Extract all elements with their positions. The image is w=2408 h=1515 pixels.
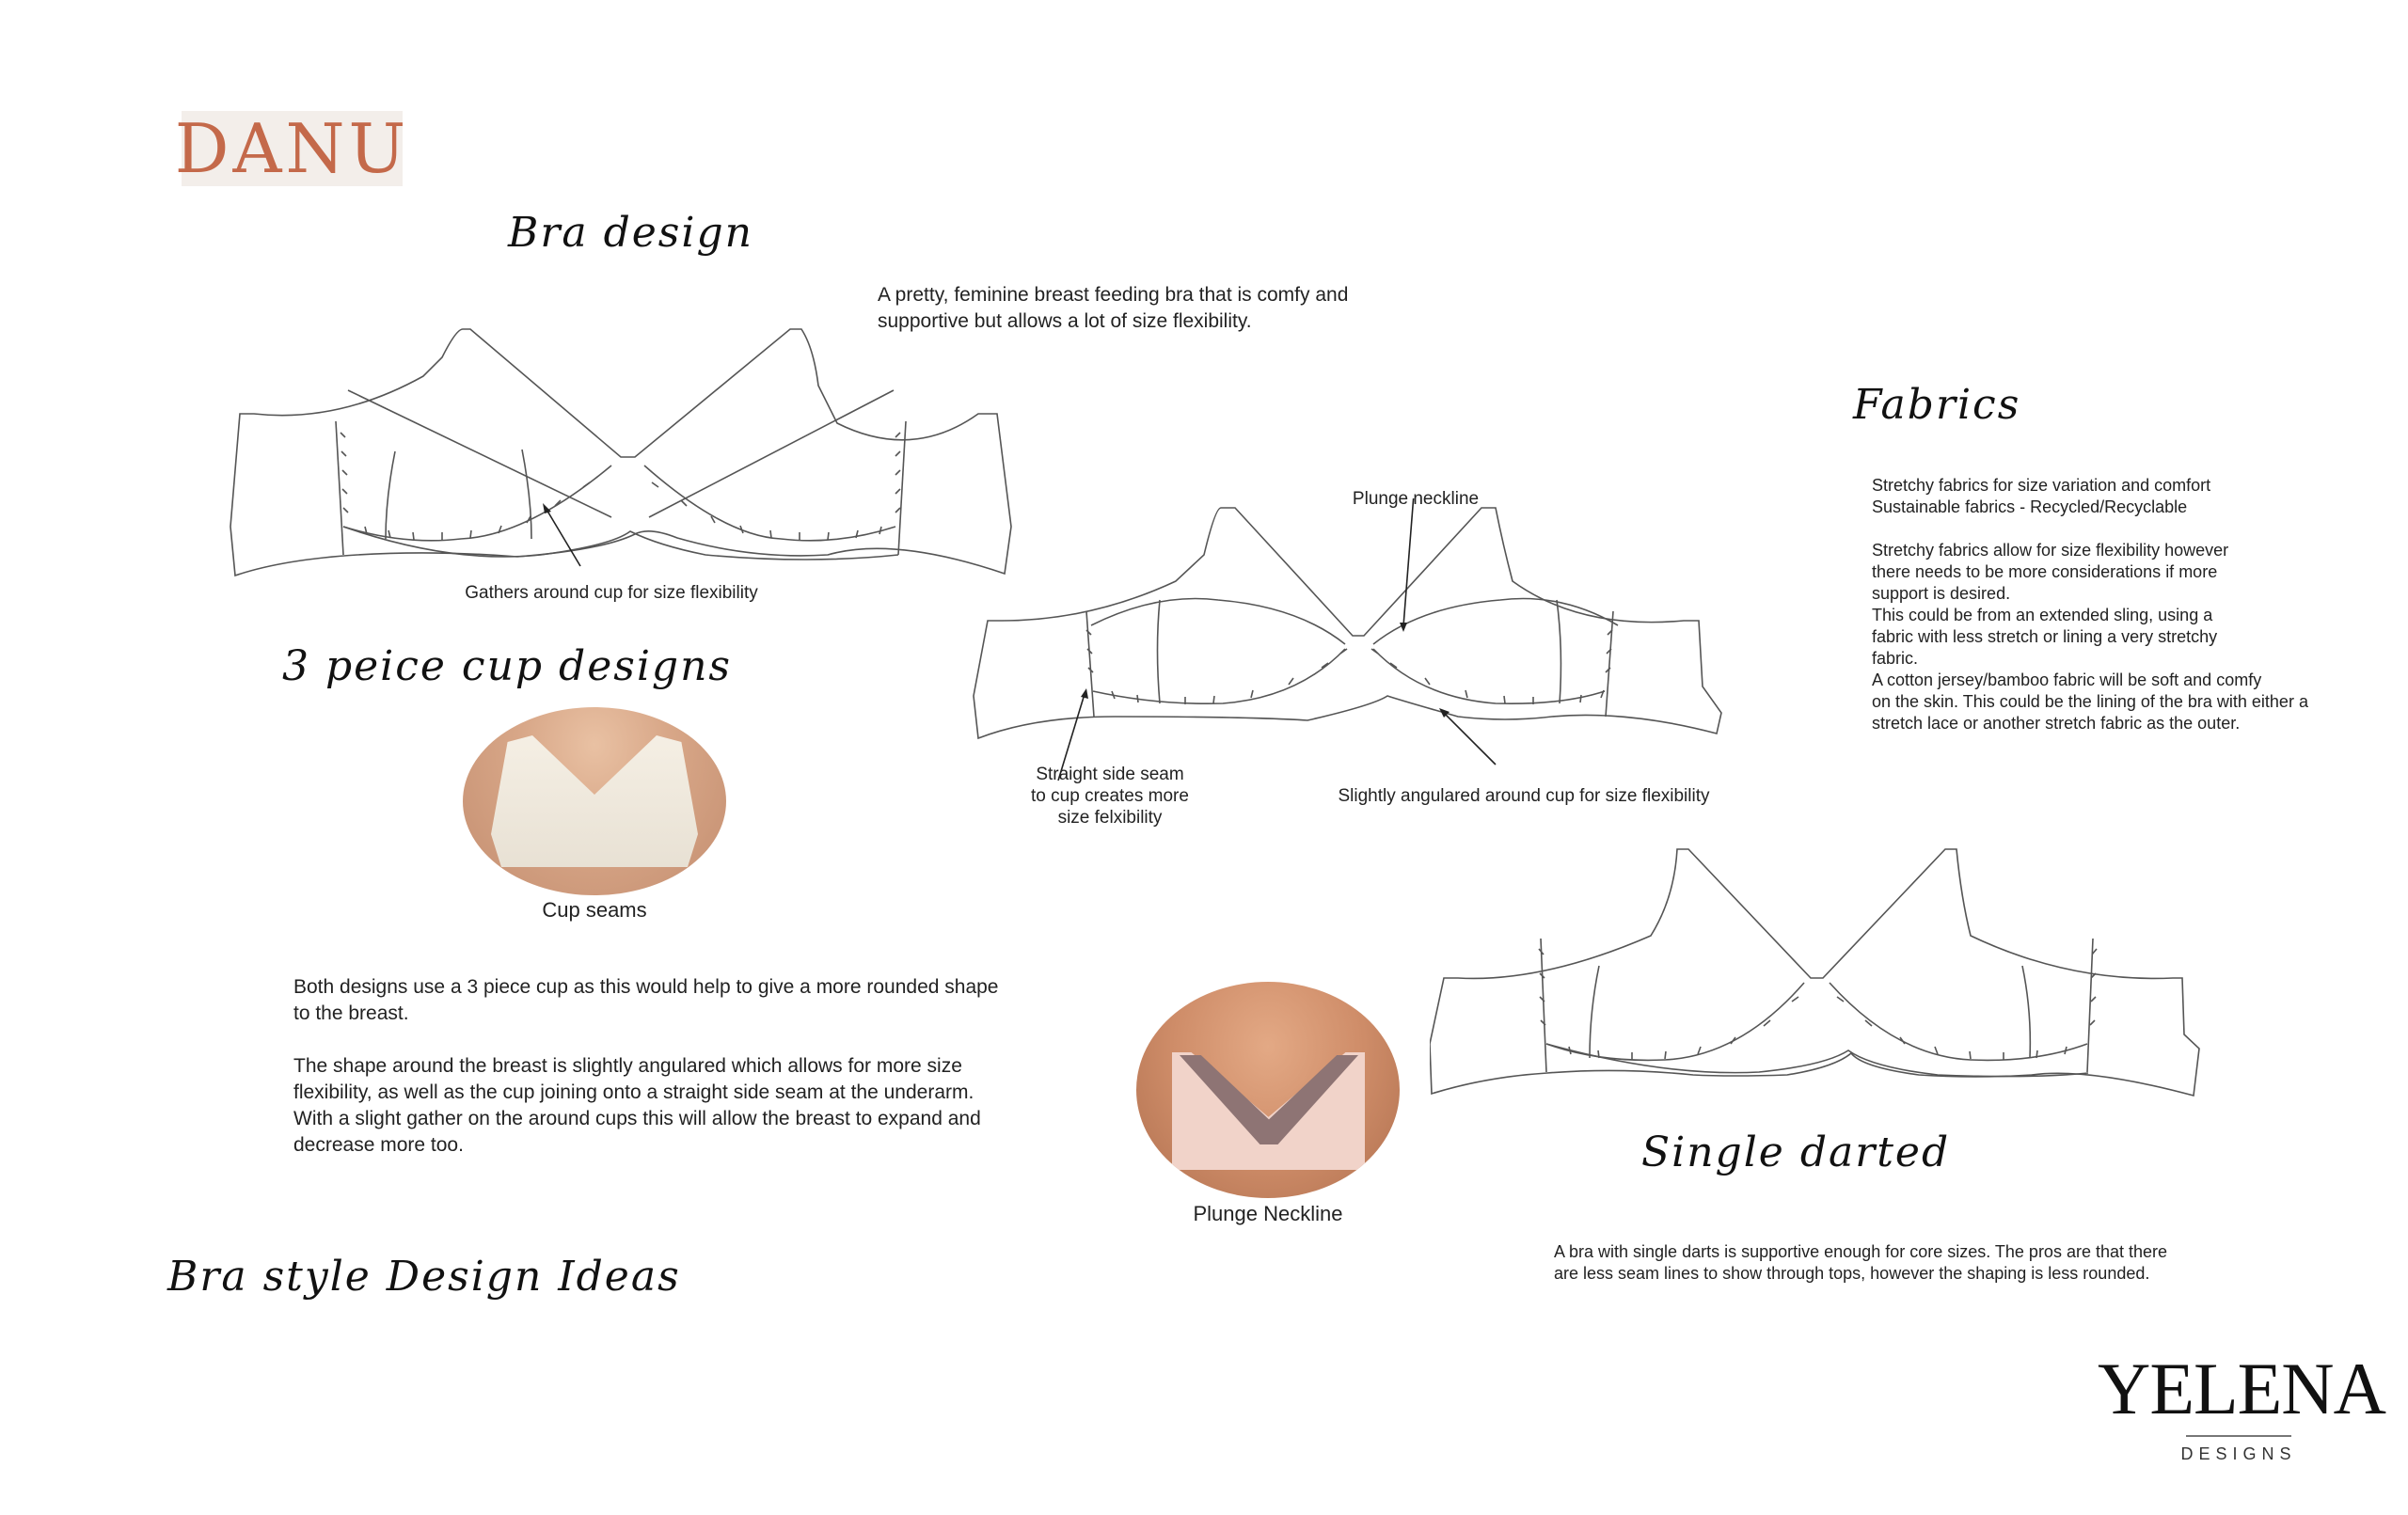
bra-flat-sketch-single-darted — [1430, 842, 2276, 1114]
fabrics-line: stretch lace or another stretch fabric as the outer. — [1872, 714, 2241, 733]
single-darted-line-2: are less seam lines to show through tops, however the shaping is less rounded. — [1554, 1264, 2150, 1283]
three-piece-paragraph-1: Both designs use a 3 piece cup as this would help to give a more rounded shape to the breast. — [293, 976, 999, 1024]
fabrics-line: A cotton jersey/bamboo fabric will be soft and comfy — [1872, 671, 2262, 689]
fabrics-title: Fabrics — [1853, 381, 2021, 429]
bra-flat-sketch-plunge — [969, 498, 1815, 781]
straight-side-seam-line-2: to cup creates more — [1031, 786, 1189, 806]
fabrics-line: fabric. — [1872, 649, 1919, 668]
cup-seams-caption: Cup seams — [542, 898, 647, 922]
fabrics-line: Sustainable fabrics - Recycled/Recyclable — [1872, 497, 2188, 516]
fabrics-line: support is desired. — [1872, 584, 2011, 603]
single-darted-title: Single darted — [1641, 1128, 1951, 1176]
danu-logo-text: DANU — [174, 109, 410, 188]
plunge-neckline-caption: Plunge Neckline — [1193, 1202, 1343, 1225]
danu-logo — [174, 109, 410, 188]
yelena-logo-subtitle: DESIGNS — [2180, 1444, 2297, 1463]
cup-seams-photo — [463, 707, 726, 895]
cream-bra-shape — [491, 735, 698, 867]
yelena-designs-logo — [2098, 1348, 2385, 1464]
yelena-logo-name: YELENA — [2098, 1348, 2385, 1429]
single-darted-description — [1554, 1241, 2212, 1285]
gathers-annotation: Gathers around cup for size flexibility — [465, 583, 758, 603]
bra-style-design-ideas-title: Bra style Design Ideas — [167, 1253, 681, 1301]
three-piece-paragraph-2: The shape around the breast is slightly angulared which allows for more size flexibility, as well as the cup joining onto a straight side seam at the underarm. With a slight gather on the around cups this will allow the breast to expand and decrease more too. — [293, 1055, 981, 1156]
straight-side-seam-line-1: Straight side seam — [1036, 765, 1184, 784]
plunge-neckline-photo — [1136, 982, 1400, 1198]
fabrics-line: on the skin. This could be the lining of the bra with either a — [1872, 692, 2308, 711]
straight-side-seam-line-3: size felxibility — [1057, 808, 1163, 828]
angulared-cup-annotation: Slightly angulared around cup for size flexibility — [1338, 786, 1710, 806]
fabrics-notes — [1872, 475, 2361, 734]
plunge-neckline-annotation: Plunge neckline — [1352, 489, 1480, 509]
single-darted-line-1: A bra with single darts is supportive enough for core sizes. The pros are that there — [1554, 1242, 2168, 1261]
fabrics-line: Stretchy fabrics allow for size flexibility however — [1872, 541, 2229, 560]
fabrics-line-spacer — [1872, 518, 2361, 540]
yelena-logo-divider — [2186, 1435, 2291, 1437]
straight-side-seam-annotation — [1011, 764, 1209, 829]
bra-flat-sketch-gathers — [216, 320, 1063, 602]
bra-design-title: Bra design — [508, 209, 753, 257]
fabrics-line: This could be from an extended sling, using a — [1872, 606, 2213, 624]
fabrics-line: there needs to be more considerations if more — [1872, 562, 2218, 581]
three-piece-cup-title: 3 peice cup designs — [282, 642, 732, 690]
bra-design-description: A pretty, feminine breast feeding bra that is comfy and supportive but allows a lot of size flexibility. — [878, 284, 1349, 332]
fabrics-line: fabric with less stretch or lining a very stretchy — [1872, 627, 2218, 646]
fabrics-line: Stretchy fabrics for size variation and comfort — [1872, 476, 2211, 495]
